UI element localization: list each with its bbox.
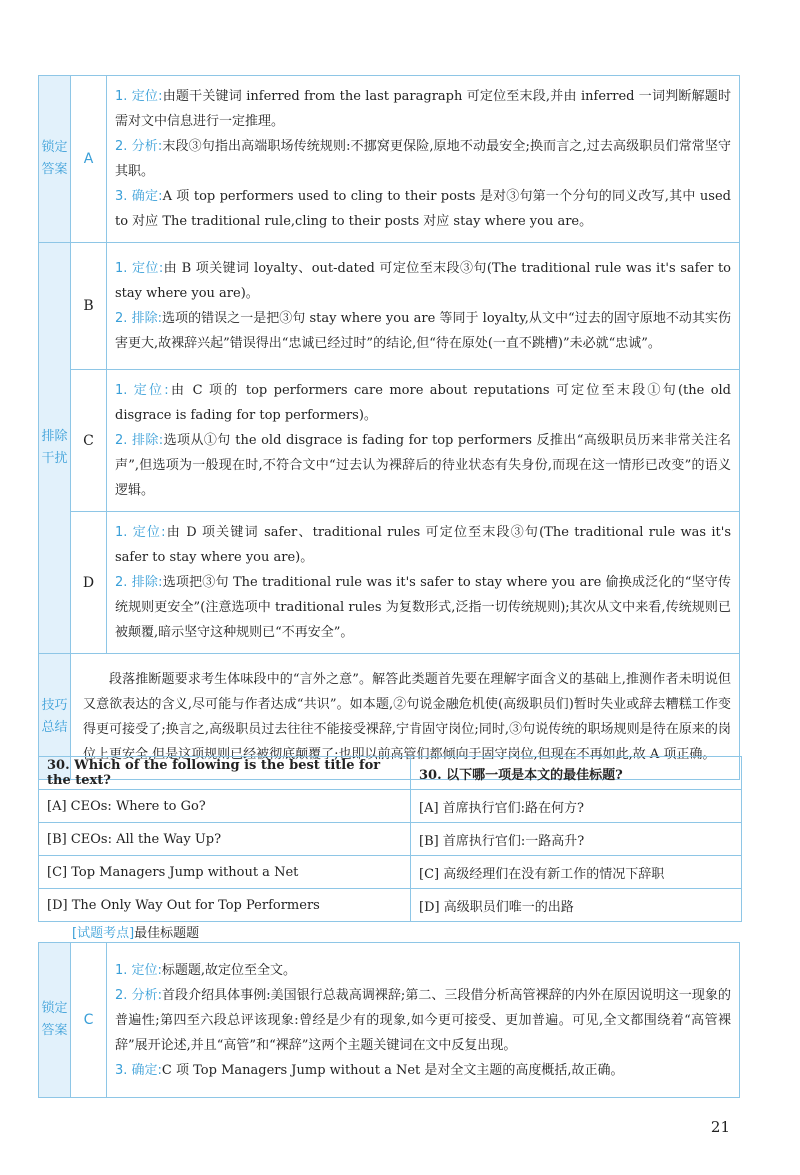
question-title-en: 30. Which of the following is the best title for the text? [39,757,411,790]
option-d-analysis [107,512,740,654]
option-letter-a: A [71,76,107,243]
step-text: 由题干关键词 inferred from the last paragraph 可定位至末段,并由 inferred 一词判断解题时需对文中信息进行一定推理。 [115,89,731,129]
step-text: 首段介绍具体事例:美国银行总裁高调裸辞;第二、三段借分析高管裸辞的内外在原因说明这一现象的普遍性;第四至六段总评该现象:曾经是少有的现象,如今更可接受、更加普遍。可见,全文都围绕着“高管裸辞”展开论述,并且“高管”和“裸辞”这两个主题关键词在文中反复出现。 [115,987,731,1053]
step-text: 由 C 项的 top performers care more about reputations 可定位至末段①句(the old disgrace is fading for top performers)。 [115,383,732,423]
option-letter-b: B [71,243,107,370]
step-text: 由 B 项关键词 loyalty、out-dated 可定位至末段③句(The traditional rule was it's safer to stay where you are)。 [115,261,731,301]
option-letter-c: C [71,370,107,512]
step-head: 2. 排除: [115,311,162,326]
option-c-zh: [C] 高级经理们在没有新工作的情况下辞职 [411,856,742,889]
lock-answer-label: 锁定答案 [39,943,71,1098]
step-head: 3. 确定: [115,1062,162,1078]
step-head: 1. 定位: [115,383,169,398]
step-text: 标题题,故定位至全文。 [161,962,297,978]
option-d-en: [D] The Only Way Out for Top Performers [39,889,411,922]
lock-answer-label: 锁定答案 [39,76,71,243]
step-text: C 项 Top Managers Jump without a Net 是对全文主题的高度概括,故正确。 [161,1062,624,1078]
option-d-zh: [D] 高级职员们唯一的出路 [411,889,742,922]
tips-summary-label: 技巧总结 [39,654,71,780]
option-a-analysis [107,76,740,243]
option-c-analysis [107,370,740,512]
test-point-text: 最佳标题题 [134,926,200,941]
step-head: 3. 确定: [115,189,163,204]
page-number: 21 [710,1118,730,1136]
step-head: 2. 分析: [115,987,162,1003]
option-b-zh: [B] 首席执行官们:一路高升? [411,823,742,856]
question-30-table [38,756,742,922]
step-head: 1. 定位: [115,525,166,540]
step-head: 1. 定位: [115,89,163,104]
test-point-label: [试题考点] [72,926,135,941]
exclude-distractors-label: 排除干扰 [39,243,71,654]
step-text: 末段③句指出高端职场传统规则:不挪窝更保险,原地不动最安全;换而言之,过去高级职员们常常坚守其职。 [115,139,731,179]
step-text: A 项 top performers used to cling to their posts 是对③句第一个分句的同义改写,其中 used to 对应 The traditional rule,cling to their posts 对应 stay where you are。 [115,189,731,229]
step-head: 1. 定位: [115,261,164,276]
option-letter-d: D [71,512,107,654]
step-text: 选项的错误之一是把③句 stay where you are 等同于 loyalty,从文中“过去的固守原地不动其实伤害更大,故裸辞兴起”错误得出“忠诚已经过时”的结论,但“待在原处(一直不跳槽)”未必就“忠诚”。 [115,311,731,351]
tips-summary-text: 段落推断题要求考生体味段中的“言外之意”。解答此类题首先要在理解字面含义的基础上,推测作者未明说但又意欲表达的含义,尽可能与作者达成“共识”。如本题,②句说金融危机使(高级职员们)暂时失业或辞去糟糕工作变得更可接受了;换言之,高级职员过去往往不能接受裸辞,宁肯固守岗位;同时,③句说传统的职场规则是待在原来的岗位上更安全,但是这项规则已经被彻底颠覆了;也即以前高管们都倾向于固守岗位,但现在不再如此,故 A 项正确。 [71,654,740,780]
analysis-table-q30 [38,942,740,1098]
answer-c-analysis [107,943,740,1098]
option-b-en: [B] CEOs: All the Way Up? [39,823,411,856]
step-text: 由 D 项关键词 safer、traditional rules 可定位至末段③句(The traditional rule was it's safer to stay where you are)。 [115,525,732,565]
step-head: 2. 排除: [115,575,163,590]
option-b-analysis [107,243,740,370]
answer-letter-c: C [71,943,107,1098]
step-text: 选项把③句 The traditional rule was it's safer to stay where you are 偷换成泛化的“坚守传统规则更安全”(注意选项中 traditional rules 为复数形式,泛指一切传统规则);其次从文中来看,传统规则已被颠覆,暗示坚守这种规则已“不再安全”。 [115,575,731,640]
option-a-zh: [A] 首席执行官们:路在何方? [411,790,742,823]
analysis-table-q29 [38,75,740,780]
step-head: 2. 分析: [115,139,163,154]
option-c-en: [C] Top Managers Jump without a Net [39,856,411,889]
step-head: 1. 定位: [115,962,162,978]
step-text: 选项从①句 the old disgrace is fading for top performers 反推出“高级职员历来非常关注名声”,但选项为一般现在时,不符合文中“过去认为裸辞后的待业状态有失身份,而现在这一情形已改变”的语义逻辑。 [115,433,732,498]
test-point [72,922,199,941]
option-a-en: [A] CEOs: Where to Go? [39,790,411,823]
question-title-zh: 30. 以下哪一项是本文的最佳标题? [411,757,742,790]
step-head: 2. 排除: [115,433,164,448]
